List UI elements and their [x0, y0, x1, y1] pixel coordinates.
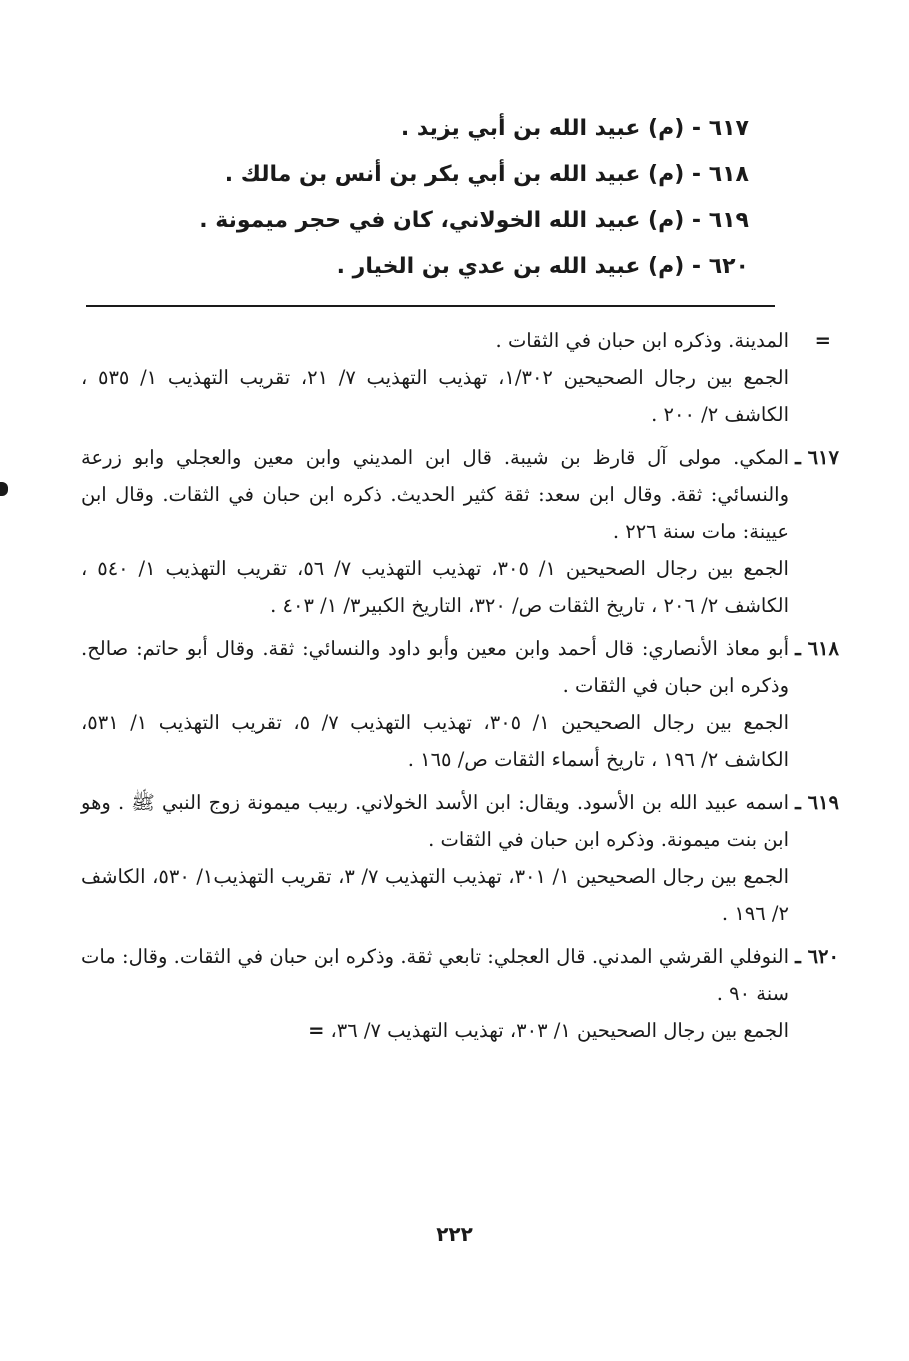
footnote-617	[81, 439, 839, 624]
footnote-divider	[86, 305, 775, 307]
footnote-text: اسمه عبيد الله بن الأسود. ويقال: ابن الأسد الخولاني. ربيب ميمونة زوج النبي ﷺ . وهو ابن بنت ميمونة. وذكره ابن حبان في الثقات .	[81, 791, 789, 851]
footnote-text: المدينة. وذكره ابن حبان في الثقات .	[495, 329, 789, 352]
entry-620: ٦٢٠ - (م) عبيد الله بن عدي بن الخيار .	[336, 254, 749, 279]
footnote-619	[81, 784, 839, 932]
footnote-references: الجمع بين رجال الصحيحين ١/ ٣٠٥، تهذيب التهذيب ٧/ ٥، تقريب التهذيب ١/ ٥٣١، الكاشف ٢/ ١٩٦ ، تاريخ أسماء الثقات ص/ ١٦٥ .	[81, 711, 789, 771]
margin-mark	[0, 482, 8, 496]
footnotes	[81, 322, 839, 1055]
footnote-text: أبو معاذ الأنصاري: قال أحمد وابن معين وأبو داود والنسائي: ثقة. وقال أبو حاتم: صالح. وذكره ابن حبان في الثقات .	[81, 637, 789, 697]
footnote-continued	[81, 322, 831, 433]
entry-619: ٦١٩ - (م) عبيد الله الخولاني، كان في حجر ميمونة .	[199, 208, 749, 233]
footnote-text: النوفلي القرشي المدني. قال العجلي: تابعي ثقة. وذكره ابن حبان في الثقات. وقال: مات سنة ٩٠ .	[81, 945, 789, 1005]
footnote-number: ٦١٧ ـ	[795, 446, 839, 469]
footnote-references	[81, 1012, 789, 1049]
entry-list	[149, 106, 749, 290]
footnote-references-text: الجمع بين رجال الصحيحين ١/ ٣٠٣، تهذيب التهذيب ٧/ ٣٦،	[330, 1019, 789, 1042]
entry-618: ٦١٨ - (م) عبيد الله بن أبي بكر بن أنس بن مالك .	[224, 162, 749, 187]
footnote-618	[81, 630, 839, 778]
footnote-references: الجمع بين رجال الصحيحين ١/ ٣٠٥، تهذيب التهذيب ٧/ ٥٦، تقريب التهذيب ١/ ٥٤٠ ، الكاشف ٢/ ٢٠٦ ، تاريخ الثقات ص/ ٣٢٠، التاريخ الكبير٣/ ١/ ٤٠٣ .	[81, 557, 789, 617]
footnote-references: الجمع بين رجال الصحيحين ١/ ٣٠١، تهذيب التهذيب ٧/ ٣، تقريب التهذيب١/ ٥٣٠، الكاشف ٢/ ١٩٦ .	[81, 865, 789, 925]
footnote-references: الجمع بين رجال الصحيحين ١/٣٠٢، تهذيب التهذيب ٧/ ٢١، تقريب التهذيب ١/ ٥٣٥ ، الكاشف ٢/ ٢٠٠ .	[81, 366, 789, 426]
footnote-number: ٦١٨ ـ	[795, 637, 839, 660]
continuation-mark: =	[308, 1019, 325, 1042]
footnote-620	[81, 938, 839, 1049]
footnote-number: ٦١٩ ـ	[795, 791, 839, 814]
continuation-mark: =	[814, 329, 831, 352]
footnote-text: المكي. مولى آل قارظ بن شيبة. قال ابن المديني وابن معين والعجلي وابو زرعة والنسائي: ثقة. وقال ابن سعد: ثقة كثير الحديث. ذكره ابن حبان في الثقات. وقال ابن عيينة: مات سنة ٢٢٦ .	[81, 446, 789, 543]
footnote-number: ٦٢٠ ـ	[795, 945, 839, 968]
page-number: ٢٢٢	[436, 1222, 473, 1246]
entry-617: ٦١٧ - (م) عبيد الله بن أبي يزيد .	[400, 116, 749, 141]
